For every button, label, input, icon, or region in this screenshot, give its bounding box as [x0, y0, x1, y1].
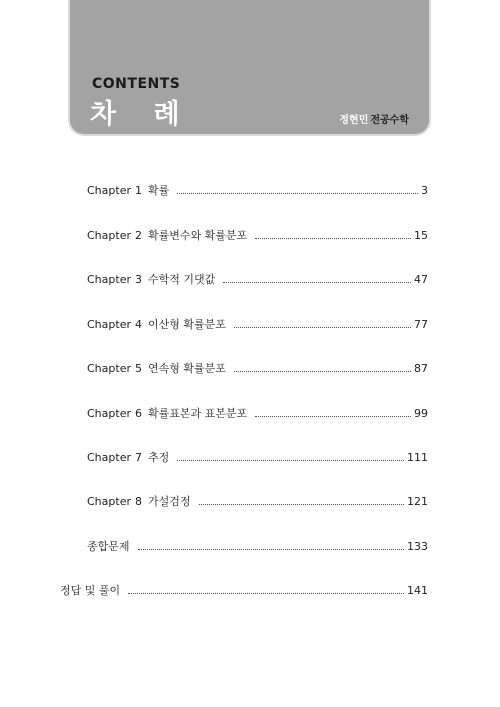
toc-entry-chapter-6[interactable] — [87, 405, 428, 419]
toc-entry-answers[interactable] — [60, 582, 428, 596]
toc-page-number: 133 — [407, 540, 428, 553]
toc-page-number: 15 — [414, 229, 428, 242]
toc-leader-dots — [223, 282, 411, 283]
toc-leader-dots — [138, 549, 404, 550]
contents-label: CONTENTS — [92, 76, 181, 92]
toc-page-number: 111 — [407, 451, 428, 464]
toc-entry-chapter-5[interactable] — [87, 360, 428, 374]
toc-leader-dots — [177, 193, 418, 194]
toc-leader-dots — [255, 238, 411, 239]
page-title: 차 례 — [90, 99, 194, 130]
brand-subject: 전공수학 — [370, 115, 409, 126]
toc-entry-title: Chapter 8 가설검정 — [87, 495, 191, 508]
toc-leader-dots — [234, 327, 411, 328]
toc-entry-chapter-2[interactable] — [87, 227, 428, 241]
toc-entry-title: Chapter 3 수학적 기댓값 — [87, 273, 216, 286]
toc-entry-title: Chapter 5 연속형 확률분포 — [87, 362, 226, 375]
toc-page-number: 47 — [414, 273, 428, 286]
toc-page-number: 77 — [414, 318, 428, 331]
toc-leader-dots — [128, 593, 404, 594]
toc-leader-dots — [234, 371, 411, 372]
toc-leader-dots — [177, 460, 404, 461]
toc-entry-chapter-1[interactable] — [87, 182, 428, 196]
toc-page-number: 87 — [414, 362, 428, 375]
toc-entry-title: 정답 및 풀이 — [60, 584, 121, 597]
toc-entry-title: 종합문제 — [87, 540, 130, 553]
toc-leader-dots — [255, 416, 411, 417]
toc-entry-comprehensive[interactable] — [87, 538, 428, 552]
toc-entry-chapter-3[interactable] — [87, 271, 428, 285]
toc-entry-title: Chapter 7 추정 — [87, 451, 170, 464]
toc-page-number: 121 — [407, 495, 428, 508]
toc-page-number: 141 — [407, 584, 428, 597]
toc-page-number: 3 — [421, 184, 428, 197]
toc-entry-title: Chapter 6 확률표본과 표본분포 — [87, 407, 248, 420]
toc-entry-title: Chapter 2 확률변수와 확률분포 — [87, 229, 248, 242]
toc-entry-chapter-7[interactable] — [87, 449, 428, 463]
toc-entry-chapter-8[interactable] — [87, 493, 428, 507]
toc-leader-dots — [199, 504, 405, 505]
brand-author: 정현민 — [339, 115, 369, 126]
toc-entry-title: Chapter 4 이산형 확률분포 — [87, 318, 226, 331]
toc-page-number: 99 — [414, 407, 428, 420]
toc-entry-title: Chapter 1 확률 — [87, 184, 170, 197]
toc-entry-chapter-4[interactable] — [87, 316, 428, 330]
